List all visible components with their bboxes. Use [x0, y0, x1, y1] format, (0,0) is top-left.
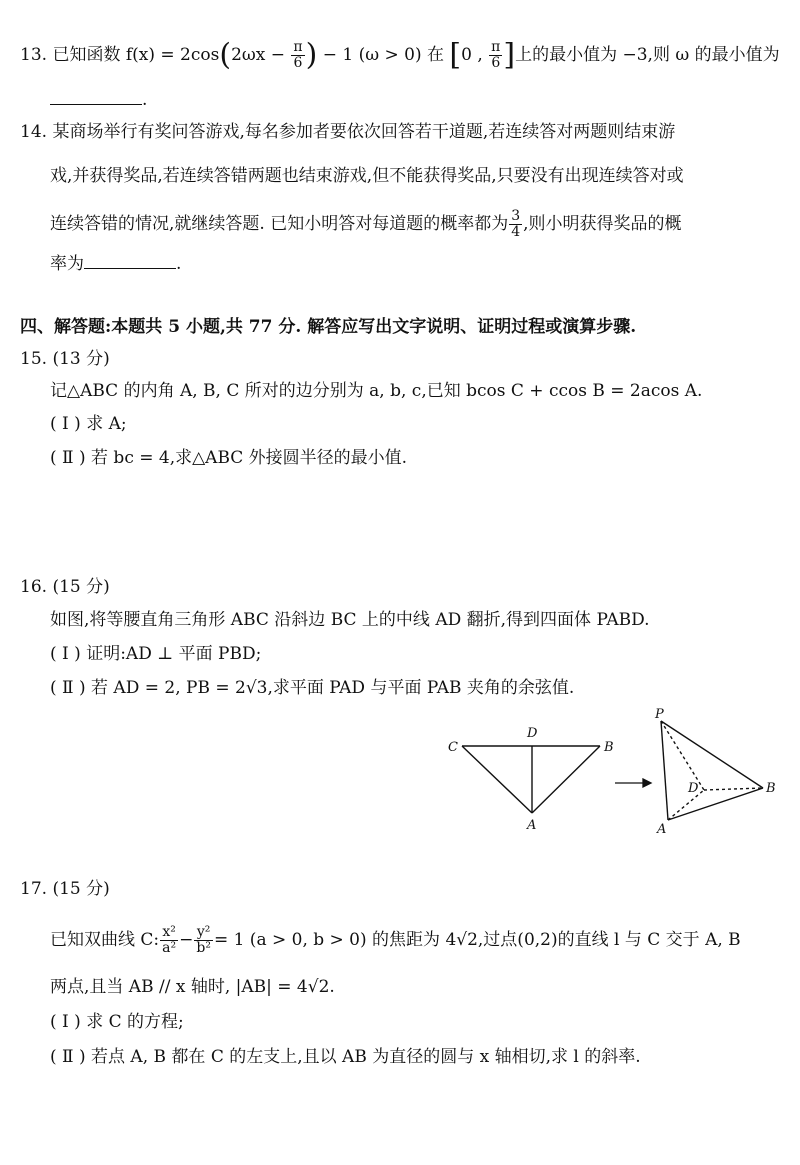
- q16-part2: ( Ⅱ ) 若 AD = 2, PB = 2√3,求平面 PAD 与平面 PAB 夹角的余弦值.: [50, 678, 575, 698]
- q16-stem: 如图,将等腰直角三角形 ABC 沿斜边 BC 上的中线 AD 翻折,得到四面体 PABD.: [50, 610, 650, 630]
- q16-figure: [440, 705, 790, 850]
- q13-after-paren: − 1 (ω > 0) 在: [322, 45, 445, 65]
- q17-part2: ( Ⅱ ) 若点 A, B 都在 C 的左支上,且以 AB 为直径的圆与 x 轴相切,求 l 的斜率.: [50, 1047, 641, 1067]
- q14-line2: 戏,并获得奖品,若连续答错两题也结束游戏,但不能获得奖品,只要没有出现连续答对或: [50, 166, 684, 186]
- label-B: B: [604, 740, 614, 755]
- q13-interval-start: 0 ,: [461, 45, 483, 65]
- label-D: D: [527, 726, 538, 741]
- q14-number: 14.: [20, 122, 48, 142]
- q14-probability: $\frac{3}{4}$: [511, 208, 521, 240]
- q16-part1: ( Ⅰ ) 证明:AD ⊥ 平面 PBD;: [50, 644, 262, 664]
- q13-func: f(x) = 2cos: [125, 45, 220, 65]
- q17-header: 17. (15 分): [20, 879, 110, 899]
- label-C: C: [448, 740, 458, 755]
- q15-header: 15. (13 分): [20, 349, 110, 369]
- q13-answer-blank[interactable]: [50, 88, 142, 105]
- q16-header: 16. (15 分): [20, 577, 110, 597]
- q14-line3: 连续答错的情况,就继续答题. 已知小明答对每道题的概率都为 $\frac{3}{4}$ ,则小明获得奖品的概: [50, 208, 682, 240]
- flat-triangle: [462, 746, 600, 813]
- q13-prefix: 已知函数: [52, 45, 121, 65]
- q17-line2: 两点,且当 AB // x 轴时, |AB| = 4√2.: [50, 977, 335, 997]
- q15-stem: 记△ABC 的内角 A, B, C 所对的边分别为 a, b, c,已知 bcos C + ccos B = 2acos A.: [50, 381, 703, 401]
- q17-part1: ( Ⅰ ) 求 C 的方程;: [50, 1012, 184, 1032]
- q17-x2-over-a2: $\frac{\text{x²}}{\text{a²}}$: [162, 924, 177, 956]
- q13-line1: 13. 已知函数 f(x) = 2cos(2ωx − $\frac{\pi}{6}$ ) − 1 (ω > 0) 在 [0 , $\frac{\pi}{6}$ ]上的最小值为 −3,则 ω 的最小值为: [20, 37, 780, 73]
- q17-y2-over-b2: $\frac{\text{y²}}{\text{b²}}$: [196, 924, 211, 956]
- label-P: P: [655, 707, 664, 722]
- arrow-icon: [615, 779, 651, 787]
- q13-arg: 2ωx −: [231, 45, 285, 65]
- q14-line4: 率为 .: [50, 254, 182, 274]
- q17-stem: 已知双曲线 C: $\frac{\text{x²}}{\text{a²}}$ − $\frac{\text{y²}}{\text{b²}}$ = 1 (a > 0, b > 0) 的焦距为 4√2,过点(0,2)的直线 l 与 C 交于 A, B: [50, 924, 741, 956]
- section4-heading: 四、解答题:本题共 5 小题,共 77 分. 解答应写出文字说明、证明过程或演算步骤.: [20, 317, 637, 337]
- tetrahedron: [661, 721, 763, 820]
- q15-part1: ( Ⅰ ) 求 A;: [50, 414, 127, 434]
- label-D2: D: [688, 781, 699, 796]
- q13-interval-end: $\frac{\pi}{6}$: [491, 39, 501, 71]
- label-B2: B: [766, 781, 776, 796]
- q13-answer-line: .: [50, 88, 147, 111]
- label-A: A: [527, 818, 537, 833]
- q13-pi-over-6: $\frac{\pi}{6}$: [293, 39, 303, 71]
- q13-number: 13.: [20, 45, 48, 65]
- q13-suffix: 上的最小值为 −3,则 ω 的最小值为: [515, 45, 780, 65]
- label-A2: A: [657, 822, 667, 837]
- q15-part2: ( Ⅱ ) 若 bc = 4,求△ABC 外接圆半径的最小值.: [50, 448, 408, 468]
- q14-line1: 14. 某商场举行有奖问答游戏,每名参加者要依次回答若干道题,若连续答对两题则结束游: [20, 122, 676, 142]
- q14-answer-blank[interactable]: [84, 252, 176, 269]
